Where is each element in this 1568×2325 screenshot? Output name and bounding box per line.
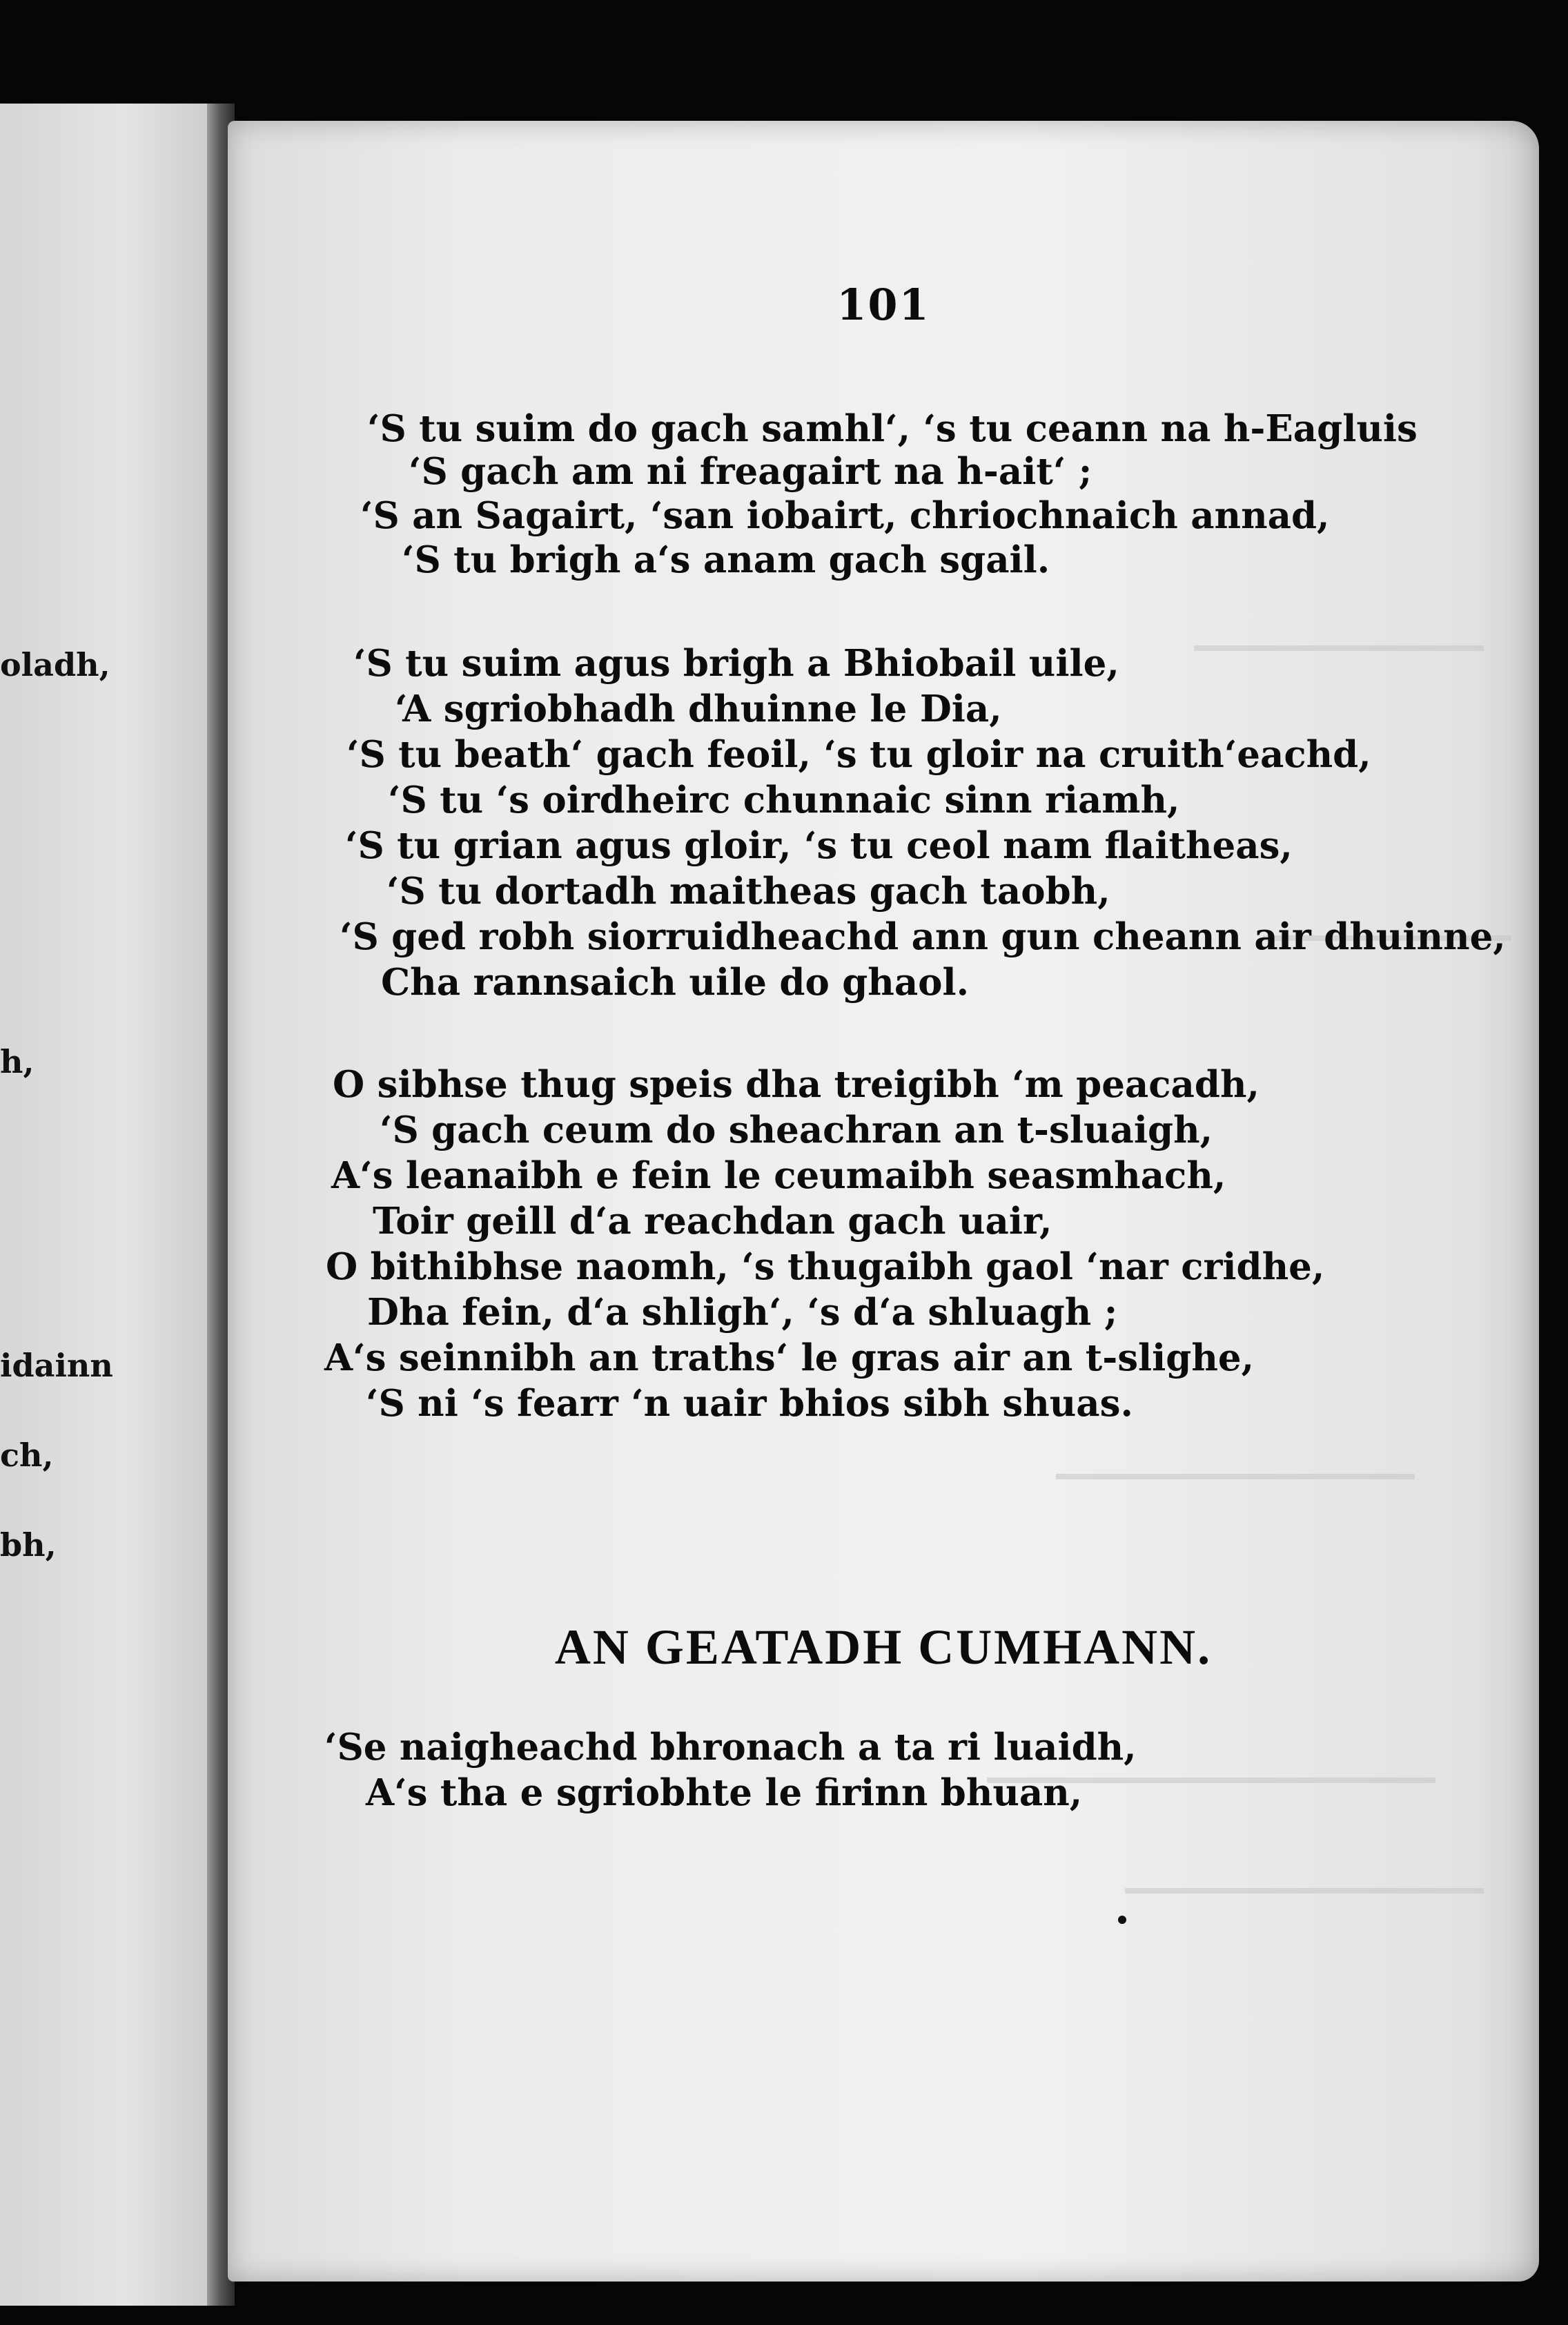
verse-line: A‘s seinnibh an traths‘ le gras air an t-slighe, — [324, 1336, 1255, 1379]
facing-page-fragment: oladh, — [0, 646, 110, 683]
verse-line: ‘S ni ‘s fearr ‘n uair bhios sibh shuas. — [366, 1382, 1133, 1425]
verse-line: ‘S tu beath‘ gach feoil, ‘s tu gloir na cruith‘eachd, — [346, 733, 1371, 776]
verse-line: Cha rannsaich uile do ghaol. — [381, 961, 970, 1004]
ink-speck — [1118, 1916, 1126, 1924]
facing-page — [0, 104, 228, 2306]
verse-line: ‘S ged robh siorruidheachd ann gun cheann air dhuinne, — [340, 915, 1506, 958]
verse-line: Dha fein, d‘a shligh‘, ‘s d‘a shluagh ; — [367, 1291, 1118, 1334]
section-heading: AN GEATADH CUMHANN. — [554, 1619, 1213, 1675]
verse-line: ‘Se naigheachd bhronach a ta ri luaidh, — [324, 1726, 1137, 1769]
verse-line: ‘S tu ‘s oirdheirc chunnaic sinn riamh, — [388, 779, 1180, 821]
verse-line: O sibhse thug speis dha treigibh ‘m peacadh, — [333, 1063, 1260, 1106]
verse-line: A‘s tha e sgriobhte le firinn bhuan, — [366, 1771, 1083, 1814]
book-page — [228, 121, 1539, 2282]
verse-line: ‘S an Sagairt, ‘san iobairt, chriochnaich annad, — [360, 494, 1330, 537]
verse-line: Toir geill d‘a reachdan gach uair, — [373, 1200, 1052, 1243]
verse-line: ‘S tu brigh a‘s anam gach sgail. — [402, 538, 1050, 581]
facing-page-fragment: h, — [0, 1043, 35, 1080]
facing-page-fragment: ch, — [0, 1437, 54, 1474]
verse-line: ‘S tu grian agus gloir, ‘s tu ceol nam flaitheas, — [345, 824, 1293, 867]
verse-line: A‘s leanaibh e fein le ceumaibh seasmhach, — [331, 1154, 1226, 1197]
verse-line: ‘S tu dortadh maitheas gach taobh, — [386, 870, 1110, 913]
verse-line: ‘S tu suim agus brigh a Bhiobail uile, — [353, 642, 1119, 685]
verse-line: ‘S tu suim do gach samhl‘, ‘s tu ceann na h-Eagluis — [367, 407, 1418, 450]
verse-line: ‘S gach ceum do sheachran an t-sluaigh, — [380, 1109, 1213, 1151]
verse-line: ‘A sgriobhadh dhuinne le Dia, — [395, 688, 1002, 730]
facing-page-fragment: idainn — [0, 1347, 113, 1384]
verse-line: ‘S gach am ni freagairt na h-ait‘ ; — [409, 450, 1092, 493]
page-content — [311, 121, 1506, 2282]
page-number: 101 — [836, 280, 930, 330]
facing-page-fragment: bh, — [0, 1526, 57, 1564]
verse-line: O bithibhse naomh, ‘s thugaibh gaol ‘nar cridhe, — [326, 1245, 1325, 1288]
